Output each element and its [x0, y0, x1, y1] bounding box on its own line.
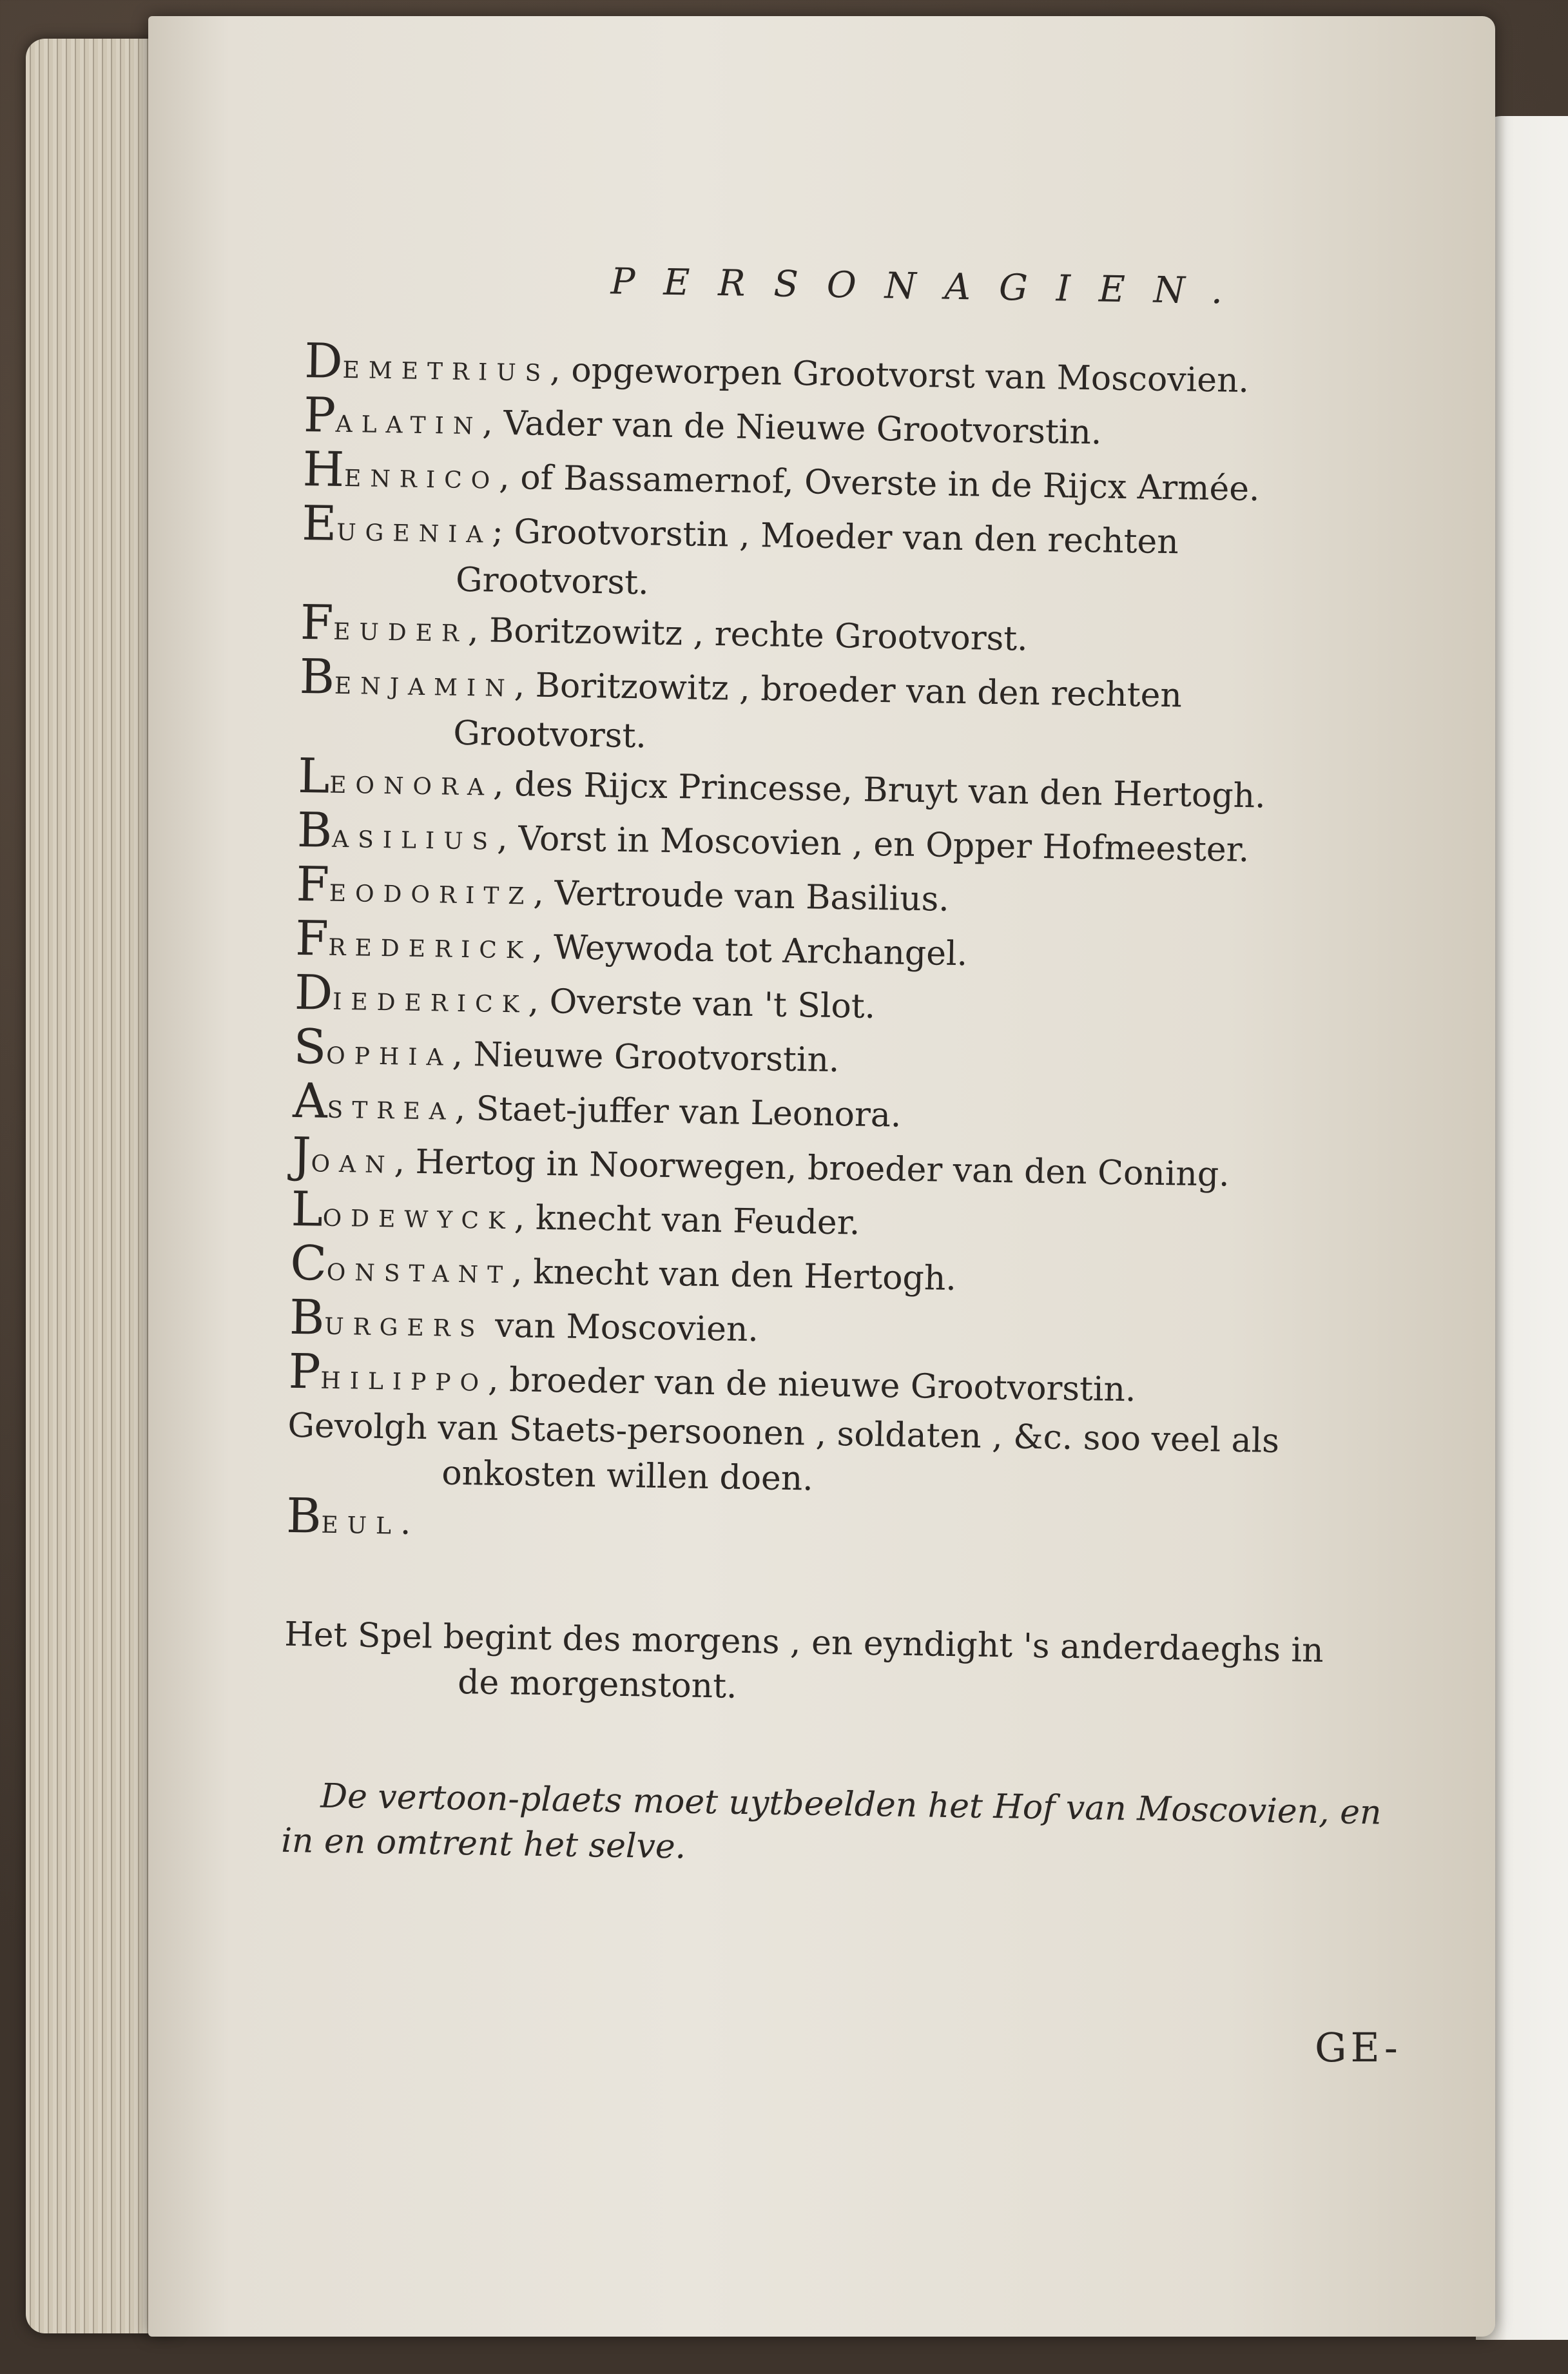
- character-name: OPHIA: [325, 1042, 452, 1071]
- description-continuation: Grootvorst.: [455, 560, 650, 603]
- time-note: [284, 1612, 1438, 1720]
- character-initial: F: [295, 856, 330, 913]
- character-name: ENJAMIN: [334, 672, 514, 703]
- description-continuation: onkosten willen doen.: [441, 1454, 814, 1499]
- stage-note: [281, 1773, 1436, 1882]
- character-name: STREA: [327, 1096, 455, 1125]
- cast-list: [286, 333, 1458, 1566]
- character-name: ODEWYCK: [322, 1205, 515, 1235]
- character-initial: L: [291, 1181, 324, 1238]
- character-description: , Boritzowitz , broeder van den rechten: [514, 666, 1183, 715]
- character-initial: D: [304, 333, 344, 389]
- character-name: HILIPPO: [320, 1367, 489, 1397]
- character-name: EMETRIUS: [342, 356, 550, 387]
- character-name: OAN: [311, 1151, 394, 1179]
- character-description: , opgeworpen Grootvorst van Moscovien.: [549, 350, 1250, 401]
- character-description: , des Rijcx Princesse, Bruyt van den Hertogh.: [492, 764, 1266, 816]
- character-initial: E: [301, 495, 338, 552]
- character-name: ASILIUS: [331, 826, 498, 855]
- character-description: Gevolgh van Staets-persoonen , soldaten , &c. soo veel als: [287, 1406, 1280, 1461]
- character-description: van Moscovien.: [484, 1306, 759, 1350]
- character-description: , Weywoda tot Archangel.: [532, 928, 968, 974]
- character-name: ALATIN: [335, 411, 483, 440]
- stage-note-line: in en omtrent het selve.: [280, 1821, 686, 1867]
- character-name: URGERS: [324, 1313, 485, 1343]
- character-initial: F: [295, 910, 329, 967]
- character-description: , Hertog in Noorwegen, broeder van den Coning.: [394, 1142, 1230, 1194]
- character-description: , Boritzowitz , rechte Grootvorst.: [467, 611, 1029, 659]
- stage-note-line: De vertoon-plaets moet uytbeelden het Hof van Moscovien, en: [320, 1776, 1382, 1833]
- time-note-line: de morgenstont.: [457, 1662, 738, 1706]
- character-description: , knecht van den Hertogh.: [511, 1252, 957, 1299]
- character-initial: B: [286, 1488, 322, 1544]
- page-title: PERSONAGIEN.: [610, 260, 1252, 313]
- description-continuation: Grootvorst.: [452, 714, 647, 756]
- character-description: ; Grootvorstin , Moeder van den rechten: [491, 512, 1179, 562]
- character-initial: H: [302, 441, 345, 498]
- character-description: , knecht van Feuder.: [514, 1198, 860, 1243]
- character-name: EODORITZ: [329, 880, 534, 910]
- character-description: , Staet-juffer van Leonora.: [454, 1089, 902, 1135]
- character-description: .: [400, 1503, 412, 1542]
- character-initial: S: [293, 1018, 327, 1075]
- time-note-line: Het Spel begint des morgens , en eyndight 's anderdaeghs in: [284, 1615, 1324, 1671]
- character-initial: B: [289, 1289, 325, 1346]
- character-initial: P: [288, 1343, 322, 1400]
- character-initial: J: [291, 1127, 312, 1183]
- character-name: EUL: [321, 1512, 401, 1540]
- character-initial: A: [292, 1073, 328, 1129]
- character-initial: D: [294, 964, 334, 1021]
- character-name: ONSTANT: [326, 1259, 512, 1289]
- character-name: EONORA: [329, 772, 494, 801]
- character-initial: P: [303, 387, 336, 443]
- page-text: [281, 255, 1460, 1882]
- character-initial: F: [300, 594, 334, 651]
- character-name: IEDERICK: [332, 988, 528, 1018]
- character-description: , Vertroude van Basilius.: [532, 873, 950, 919]
- character-description: , Vader van de Nieuwe Grootvorstin.: [481, 404, 1102, 452]
- character-description: , Nieuwe Grootvorstin.: [452, 1035, 840, 1080]
- character-name: UGENIA: [336, 519, 492, 549]
- character-description: , Vorst in Moscovien , en Opper Hofmeester.: [496, 819, 1250, 870]
- character-description: , of Bassamernof, Overste in de Rijcx Armée.: [498, 458, 1261, 509]
- character-description: , Overste van 't Slot.: [528, 982, 876, 1027]
- character-name: ENRICO: [344, 465, 499, 494]
- character-description: , broeder van de nieuwe Grootvorstin.: [487, 1360, 1137, 1410]
- character-name: EUDER: [333, 618, 469, 648]
- character-name: REDERICK: [328, 934, 533, 964]
- character-initial: B: [299, 648, 335, 705]
- character-initial: B: [296, 802, 333, 859]
- character-initial: C: [289, 1235, 327, 1292]
- catchword: GE-: [1315, 2024, 1402, 2071]
- character-initial: L: [297, 748, 331, 804]
